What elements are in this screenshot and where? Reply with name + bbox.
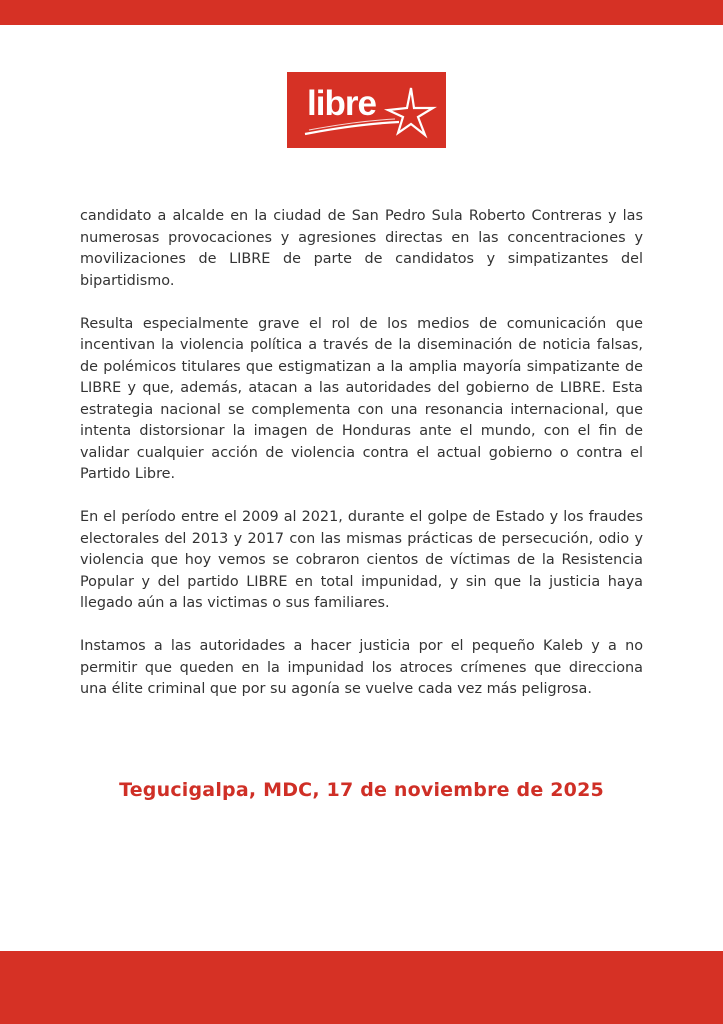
libre-logo — [287, 72, 446, 148]
place-date-signoff: Tegucigalpa, MDC, 17 de noviembre de 2025 — [119, 779, 604, 801]
footer-band — [0, 951, 723, 1024]
paragraph: Instamos a las autoridades a hacer justicia por el pequeño Kaleb y a no permitir que queden en la impunidad los atroces crímenes que direcciona una élite criminal que por su agonía se vuelve cada vez más peligrosa. — [80, 638, 643, 697]
paragraph: Resulta especialmente grave el rol de los medios de comunicación que incentivan la violencia política a través de la diseminación de noticia falsas, de polémicos titulares que estigmatizan a la amplia mayoría simpatizante de LIBRE y que, además, atacan a las autoridades del gobierno de LIBRE. Esta estrategia nacional se complementa con una resonancia internacional, que intenta distorsionar la imagen de Honduras ante el mundo, con el fin de validar cualquier acción de violencia contra el actual gobierno o contra el Partido Libre. — [80, 315, 643, 482]
letter-body — [80, 206, 643, 722]
logo-text: libre — [307, 84, 376, 123]
paragraph: En el período entre el 2009 al 2021, durante el golpe de Estado y los fraudes electorales del 2013 y 2017 con las mismas prácticas de persecución, odio y violencia que hoy vemos se cobraron cientos de víctimas de la Resistencia Popular y del partido LIBRE en total impunidad, y sin que la justicia haya llegado aún a las victimas o sus familiares. — [80, 509, 643, 611]
star-icon — [388, 88, 433, 135]
header-band — [0, 0, 723, 25]
paragraph: candidato a alcalde en la ciudad de San Pedro Sula Roberto Contreras y las numerosas provocaciones y agresiones directas en las concentraciones y movilizaciones de LIBRE de parte de candidatos y simpatizantes del bipartidismo. — [80, 208, 643, 289]
